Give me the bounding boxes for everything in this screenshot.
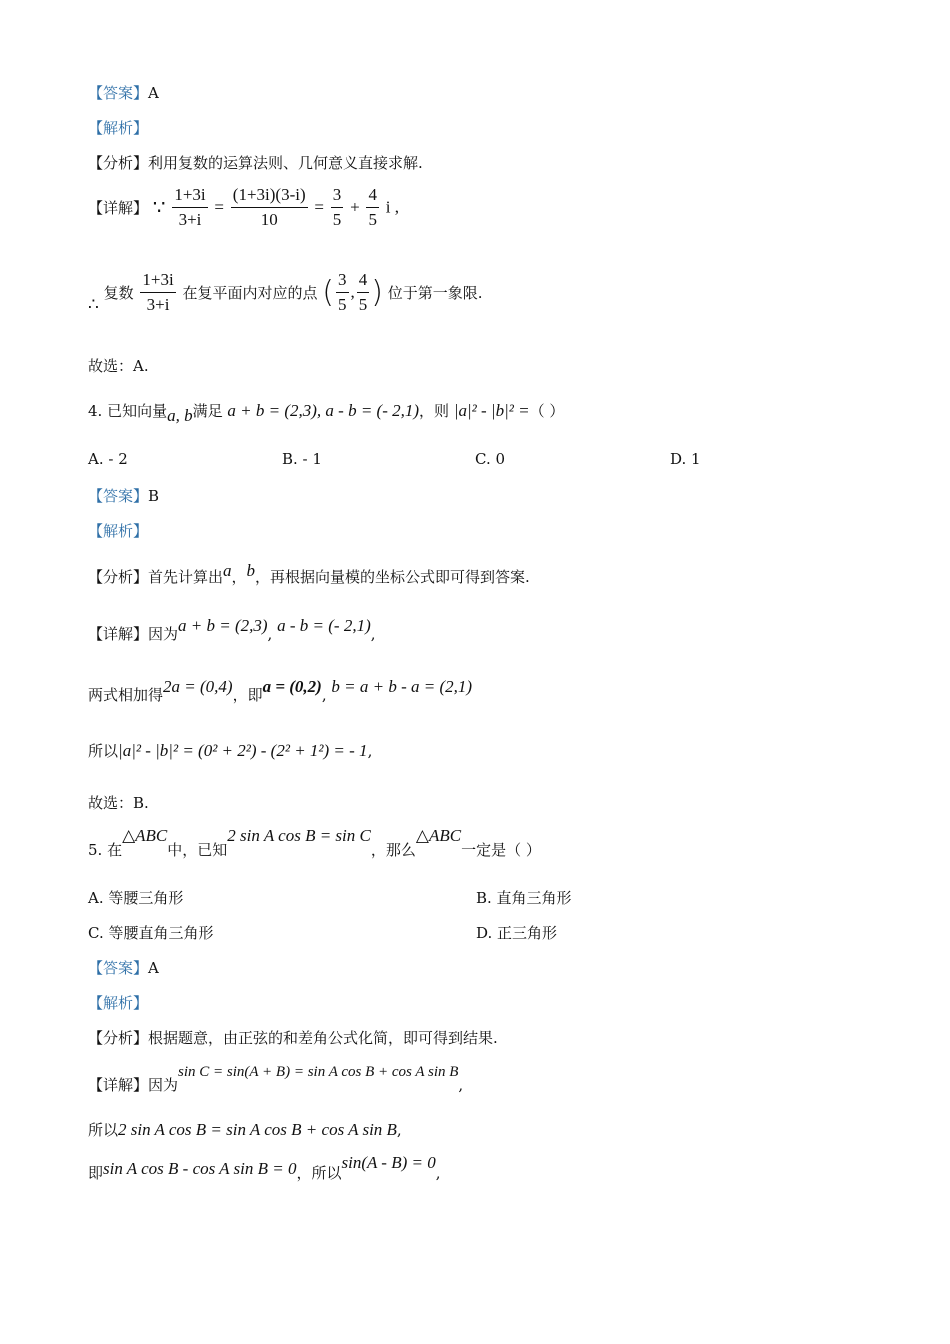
answer-tag: 【答案】 [88, 84, 149, 102]
q3-detail-line [88, 185, 399, 230]
q5-option-c: C. 等腰直角三角形 [88, 924, 214, 942]
q5-option-d: D. 正三角形 [476, 924, 558, 942]
q4-expression: |a|² - |b|² = [453, 401, 530, 420]
q5-triangle-1: △ABC [122, 826, 168, 845]
q5-fenxi-line [88, 1027, 498, 1048]
detail-tag: 【详解】 [88, 1076, 149, 1094]
sum-text: 两式相加得 [88, 686, 164, 704]
q5-line2 [88, 1119, 402, 1140]
q4-stem [88, 400, 565, 425]
q4-result-line [88, 740, 372, 761]
equals-sign: = [314, 197, 324, 217]
fraction-2: $\frac{(1+3i)(3-i)}{10}$ [232, 185, 306, 229]
fenxi-text: 根据题意，由正弦的和差角公式化简，即可得到结果. [148, 1029, 498, 1047]
q5-stem-c: ，那么 [370, 841, 416, 859]
point-x: $\frac{3}{5}$ [338, 270, 347, 314]
q5-analysis-line [88, 992, 148, 1013]
right-paren: ) [371, 275, 383, 310]
answer-value: A [148, 84, 159, 102]
fenxi-sep: ， [231, 568, 247, 586]
detail-text: 因为 [148, 1076, 179, 1094]
q4-choose-line [88, 792, 149, 813]
answer-value: B [148, 487, 160, 505]
q5-triangle-2: △ABC [415, 826, 462, 845]
point-y: $\frac{4}{5}$ [358, 270, 368, 314]
q4-option-d: D. 1 [670, 450, 701, 468]
detail-end: , [370, 625, 376, 643]
equals-sign: = [214, 197, 224, 217]
q4-fenxi-line [88, 560, 530, 586]
q4-analysis-line [88, 520, 148, 541]
line3-text: 即 [88, 1164, 104, 1182]
fenxi-text: 利用复数的运算法则、几何意义直接求解. [148, 154, 423, 172]
line3-text-b: ，所以 [296, 1164, 342, 1182]
left-paren: ( [322, 275, 335, 310]
imaginary-unit: i , [385, 197, 399, 217]
analysis-tag: 【解析】 [88, 994, 149, 1012]
line2-equation: 2 sin A cos B = sin A cos B + cos A sin B [118, 1120, 397, 1139]
sum-text-b: ，即 [232, 686, 263, 704]
analysis-tag: 【解析】 [88, 522, 149, 540]
result-end: , [367, 742, 373, 760]
result-expression: |a|² - |b|² = (0² + 2²) - (2² + 1²) = - 1 [118, 741, 368, 760]
q4-option-c: C. 0 [475, 450, 506, 468]
plus-sign: + [350, 197, 360, 217]
line2-text: 所以 [88, 1121, 119, 1139]
q4-condition: a + b = (2,3), a - b = (- 2,1) [227, 401, 420, 420]
line3-eq-2: sin(A - B) = 0 [341, 1153, 436, 1172]
fenxi-text-b: ，再根据向量模的坐标公式即可得到答案. [255, 568, 530, 586]
q4-answer-line [88, 485, 159, 506]
q3-analysis-line [88, 117, 148, 138]
q5-option-b: B. 直角三角形 [476, 889, 572, 907]
text-point: 在复平面内对应的点 [182, 284, 318, 302]
fenxi-tag: 【分析】 [88, 568, 149, 586]
detail-equation: sin C = sin(A + B) = sin A cos B + cos A sin B [178, 1064, 459, 1080]
q5-condition: 2 sin A cos B = sin C [227, 826, 371, 845]
text-fushu: 复数 [103, 284, 134, 302]
therefore-symbol: ∴ [88, 295, 99, 314]
sum-eq-2: a = (0,2) [262, 677, 322, 696]
q5-detail-line [88, 1060, 464, 1094]
analysis-tag: 【解析】 [88, 119, 149, 137]
sum-eq-3: b = a + b - a = (2,1) [331, 677, 473, 696]
detail-eq-1: a + b = (2,3) [178, 616, 268, 635]
choose-text: 故选：B. [88, 794, 149, 812]
q4-vars: a, b [167, 406, 193, 425]
line2-end: , [396, 1121, 402, 1139]
q5-stem-b: 中，已知 [167, 841, 228, 859]
q4-paren: （ ） [529, 402, 565, 420]
q5-option-a: A. 等腰三角形 [88, 889, 184, 907]
detail-end: , [458, 1076, 464, 1094]
sum-sep: , [321, 686, 327, 704]
detail-tag: 【详解】 [88, 625, 149, 643]
line3-end: , [435, 1164, 441, 1182]
fenxi-tag: 【分析】 [88, 1029, 149, 1047]
q3-choose-line [88, 355, 149, 376]
result-text: 所以 [88, 742, 119, 760]
text-quadrant: 位于第一象限. [387, 284, 483, 302]
fraction-3: $\frac{3}{5}$ [332, 185, 342, 229]
q4-stem-a: 4. 已知向量 [88, 402, 168, 420]
detail-sep: , [267, 625, 273, 643]
comma: , [350, 282, 355, 302]
detail-tag: 【详解】 [88, 199, 149, 217]
q5-stem-d: 一定是（ ） [461, 841, 541, 859]
line3-eq-1: sin A cos B - cos A sin B = 0 [103, 1159, 297, 1178]
q3-conclusion-line [88, 270, 483, 315]
detail-text: 因为 [148, 625, 179, 643]
fraction-1: $\frac{1+3i}{3+i}$ [174, 185, 206, 229]
detail-eq-2: a - b = (- 2,1) [277, 616, 371, 635]
answer-value: A [148, 959, 159, 977]
because-symbol: ∵ [152, 197, 166, 219]
fenxi-var-a: a [223, 561, 232, 580]
q3-fenxi-line [88, 152, 423, 173]
fenxi-var-b: b [246, 561, 256, 580]
sum-eq-1: 2a = (0,4) [163, 677, 233, 696]
fenxi-text-a: 首先计算出 [148, 568, 224, 586]
q4-stem-b: 满足 [192, 402, 223, 420]
q4-stem-c: ，则 [419, 402, 450, 420]
choose-text: 故选：A. [88, 357, 149, 375]
q4-option-b: B. - 1 [282, 450, 322, 468]
fenxi-tag: 【分析】 [88, 154, 149, 172]
q5-stem-a: 5. 在 [88, 841, 123, 859]
q5-stem [88, 825, 541, 859]
q3-answer-line [88, 82, 159, 103]
fraction-5: $\frac{1+3i}{3+i}$ [142, 270, 174, 314]
q4-detail-line [88, 615, 376, 643]
q5-answer-line [88, 957, 159, 978]
q4-sum-line [88, 676, 473, 704]
q4-option-a: A. - 2 [88, 450, 128, 468]
q5-line3 [88, 1153, 441, 1182]
answer-tag: 【答案】 [88, 959, 149, 977]
fraction-4: $\frac{4}{5}$ [368, 185, 377, 229]
answer-tag: 【答案】 [88, 487, 149, 505]
